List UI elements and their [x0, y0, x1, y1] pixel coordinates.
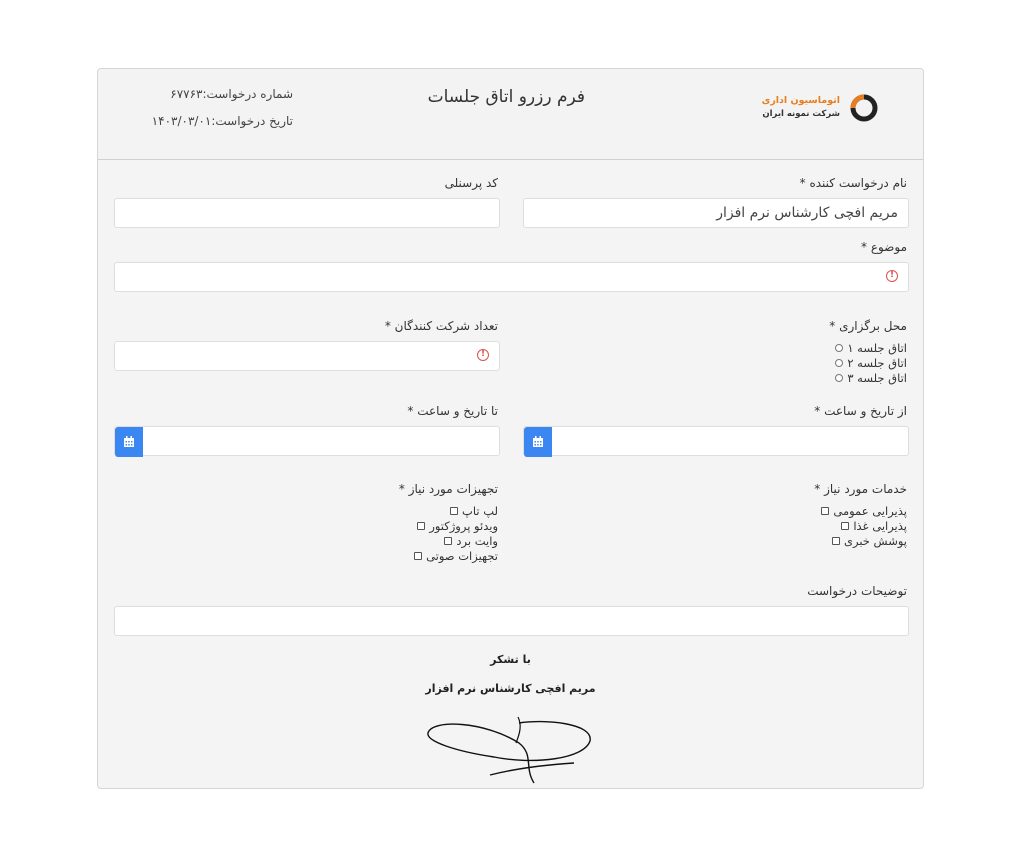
service-option-3-label: پوشش خبری: [843, 533, 907, 548]
location-option-3-label: اتاق جلسه ۳: [847, 370, 907, 385]
signer-name: مریم افچی کارشناس نرم افزار: [425, 682, 596, 695]
service-option-2[interactable]: [841, 518, 907, 533]
request-number: شماره درخواست:۶۷۷۶۳: [170, 87, 293, 101]
equipment-option-3[interactable]: [444, 533, 498, 548]
personnel-code-field[interactable]: [114, 198, 500, 228]
checkbox-icon[interactable]: [832, 537, 840, 545]
requester-label: نام درخواست کننده *: [799, 176, 907, 190]
equipment-option-3-label: وایت برد: [456, 533, 498, 548]
equipment-options: [414, 503, 498, 563]
calendar-icon: [532, 436, 544, 448]
equipment-option-4-label: تجهیزات صوتی: [426, 548, 498, 563]
requester-field[interactable]: [523, 198, 909, 228]
subject-label: موضوع *: [861, 240, 907, 254]
equipment-option-2-label: ویدئو پروژکتور: [429, 518, 498, 533]
page-title: فرم رزرو اتاق جلسات: [427, 87, 585, 107]
checkbox-icon[interactable]: [821, 507, 829, 515]
location-label: محل برگزاری *: [829, 319, 907, 333]
subject-field[interactable]: [114, 262, 909, 292]
location-option-2[interactable]: [835, 355, 907, 370]
request-date: تاریخ درخواست:۱۴۰۳/۰۳/۰۱: [151, 114, 293, 128]
participants-field[interactable]: [114, 341, 500, 371]
radio-icon[interactable]: [835, 374, 843, 382]
logo-text-primary: اتوماسیون اداری: [761, 95, 840, 106]
from-date-field[interactable]: [523, 426, 909, 456]
checkbox-icon[interactable]: [414, 552, 422, 560]
location-options: [835, 340, 907, 385]
equipment-label: تجهیزات مورد نیاز *: [398, 482, 498, 496]
services-label: خدمات مورد نیاز *: [814, 482, 907, 496]
checkbox-icon[interactable]: [450, 507, 458, 515]
calendar-icon: [123, 436, 135, 448]
equipment-option-4[interactable]: [414, 548, 498, 563]
location-option-1-label: اتاق جلسه ۱: [847, 340, 907, 355]
service-option-1-label: پذیرایی عمومی: [833, 503, 907, 518]
location-option-1[interactable]: [835, 340, 907, 355]
location-option-3[interactable]: [835, 370, 907, 385]
equipment-option-1[interactable]: [450, 503, 498, 518]
radio-icon[interactable]: [835, 344, 843, 352]
equipment-option-1-label: لپ تاپ: [462, 503, 498, 518]
from-date-calendar-button[interactable]: [524, 427, 552, 457]
from-date-label: از تاریخ و ساعت *: [814, 404, 907, 418]
form-header: [98, 69, 923, 160]
company-logo: [761, 93, 878, 127]
requester-value: مریم افچی کارشناس نرم افزار: [716, 205, 898, 221]
signature-image: [424, 713, 594, 787]
subject-error-icon: !: [886, 270, 898, 282]
to-date-field[interactable]: [114, 426, 500, 456]
to-date-calendar-button[interactable]: [115, 427, 143, 457]
description-field[interactable]: [114, 606, 909, 636]
radio-icon[interactable]: [835, 359, 843, 367]
location-option-2-label: اتاق جلسه ۲: [847, 355, 907, 370]
description-label: توضیحات درخواست: [807, 584, 907, 598]
checkbox-icon[interactable]: [444, 537, 452, 545]
service-option-1[interactable]: [821, 503, 907, 518]
logo-icon: [850, 94, 878, 122]
checkbox-icon[interactable]: [841, 522, 849, 530]
service-option-2-label: پذیرایی غذا: [853, 518, 907, 533]
participants-label: تعداد شرکت کنندگان *: [384, 319, 498, 333]
equipment-option-2[interactable]: [417, 518, 498, 533]
logo-text-secondary: شرکت نمونه ایران: [762, 109, 840, 119]
participants-error-icon: !: [477, 349, 489, 361]
service-option-3[interactable]: [832, 533, 907, 548]
services-options: [821, 503, 907, 548]
thanks-text: با تشکر: [490, 653, 531, 666]
checkbox-icon[interactable]: [417, 522, 425, 530]
to-date-label: تا تاریخ و ساعت *: [407, 404, 498, 418]
reservation-form-card: [97, 68, 924, 789]
personnel-code-label: کد پرسنلی: [444, 176, 498, 190]
